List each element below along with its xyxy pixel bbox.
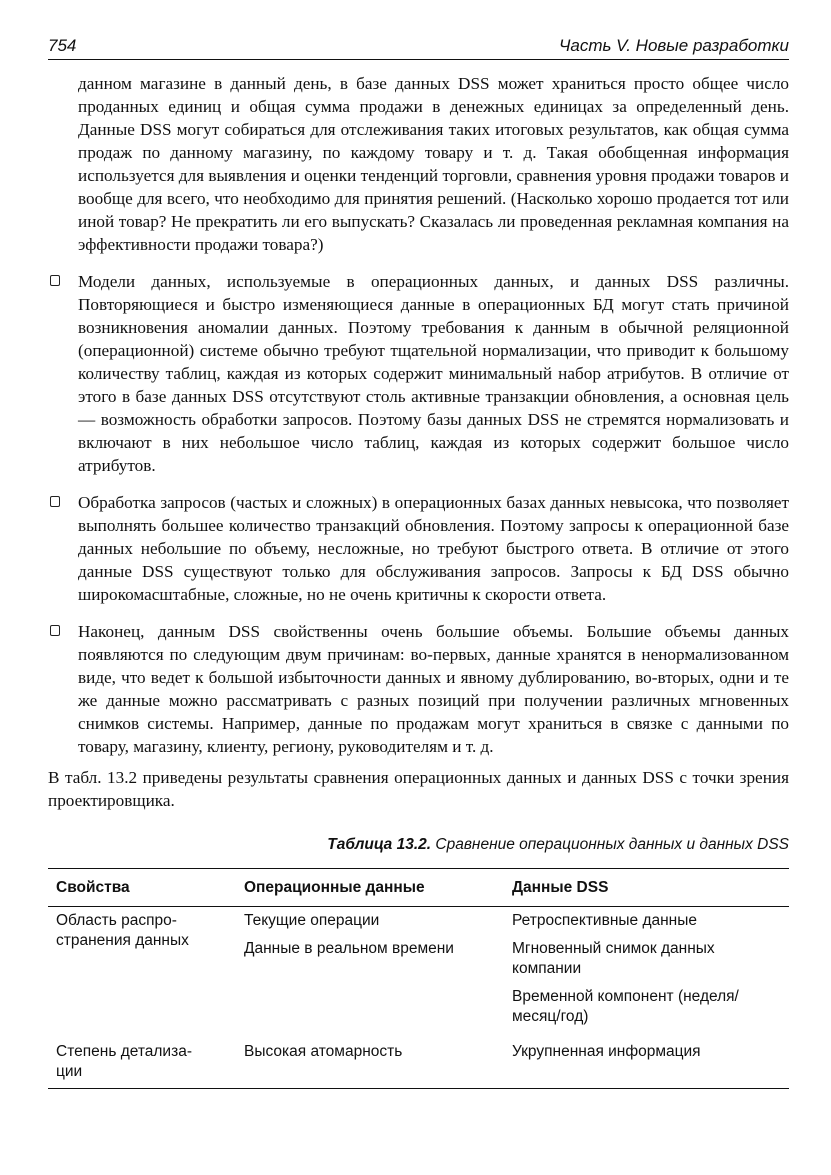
comparison-table [48,868,789,1089]
table-caption [48,836,789,854]
checkbox-bullet-icon [50,275,60,286]
column-header-properties: Свойства [48,869,236,907]
running-title: Часть V. Новые разработки [558,36,789,55]
dss-cell [504,1038,789,1089]
table-header-row [48,869,789,907]
bullet-text: Обработка запросов (частых и сложных) в операционных базах данных невысока, что позволяет выполнять большее количество транзакций обновления. Поэтому запросы к операционной базе данных небольшие по объему, несложные, но требуют быстрого ответа. В отличие от этого данные DSS существуют только для обслуживания запросов. Запросы к БД DSS обычно широкомасштабные, сложные, но не очень критичны к скорости ответа. [78,493,789,604]
operational-value: Данные в реальном времени [244,940,454,957]
checkbox-bullet-icon [50,625,60,636]
operational-value: Высокая атомарность [244,1043,403,1060]
dss-value: Мгновенный снимок данных компании [512,940,715,977]
property-cell [48,1038,236,1089]
operational-value: Текущие операции [244,912,380,929]
bullet-text: Модели данных, используемые в операционных данных, и данных DSS различны. Повторяющиеся и быстро изменяющиеся данные в операционных БД могут стать причиной возникновения аномалии данных. Поэтому требования к данным в обычной реляционной (операционной) системе обычно требуют тщательной нормализации, что приводит к большому количеству таблиц, каждая из которых содержит минимальный набор атрибутов. В отличие от этого в базе данных DSS отсутствуют столь активные транзакции обновления, а основная цель — возможность обработки запросов. Поэтому базы данных DSS не стремятся нормализовать и включают в них небольшое число таблиц, каждая из которых содержит большое число атрибутов. [78,272,789,475]
checkbox-bullet-icon [50,496,60,507]
column-header-dss: Данные DSS [504,869,789,907]
continuation-paragraph: данном магазине в данный день, в базе данных DSS может храниться просто общее число проданных единиц и общая сумма продажи в денежных единицах за определенный день. Данные DSS могут собираться для отслеживания таких итоговых результатов, как общая сумма продаж по данному магазину, по каждому товару и т. д. Такая обобщенная информация используется для выявления и оценки тенденций торговли, сравнения уровня продажи товаров и вообще для всего, что необходимо для принятия решений. (Насколько хорошо продается тот или иной товар? Не прекратить ли его выпускать? Сказалась ли проведенная рекламная компания на эффективности продажи товара?) [78,74,789,254]
column-header-operational: Операционные данные [236,869,504,907]
dss-value: Ретроспективные данные [512,912,697,929]
page-number: 754 [48,36,77,55]
operational-cell [236,907,504,1039]
bullet-item [48,270,789,477]
dss-cell [504,907,789,1039]
property-cell [48,907,236,1039]
bullet-item [48,620,789,758]
table-row [48,1038,789,1089]
table-caption-text: Сравнение операционных данных и данных DSS [435,836,789,853]
operational-cell [236,1038,504,1089]
table-caption-label: Таблица 13.2. [327,836,432,853]
property-text: Область распро- странения данных [56,912,189,949]
book-page [48,34,789,1089]
bullet-item [48,491,789,606]
body-paragraph: В табл. 13.2 приведены результаты сравнения операционных данных и данных DSS с точки зрения проектировщика. [48,768,789,810]
bullet-text: Наконец, данным DSS свойственны очень большие объемы. Большие объемы данных появляются по следующим двум причинам: во-первых, данные хранятся в ненормализованном виде, что ведет к большой избыточности данных и явному дублированию, во-вторых, одни и те же данные можно рассматривать с разных позиций при получении различных мгновенных снимков системы. Например, данные по продажам могут храниться в связке с данными по товару, магазину, клиенту, региону, руководителям и т. д. [78,622,789,756]
page-header [48,34,789,60]
property-text: Степень детализа- ции [56,1043,192,1080]
dss-value: Временной компонент (неделя/месяц/год) [512,988,739,1025]
dss-value: Укрупненная информация [512,1043,701,1060]
table-row [48,907,789,1039]
